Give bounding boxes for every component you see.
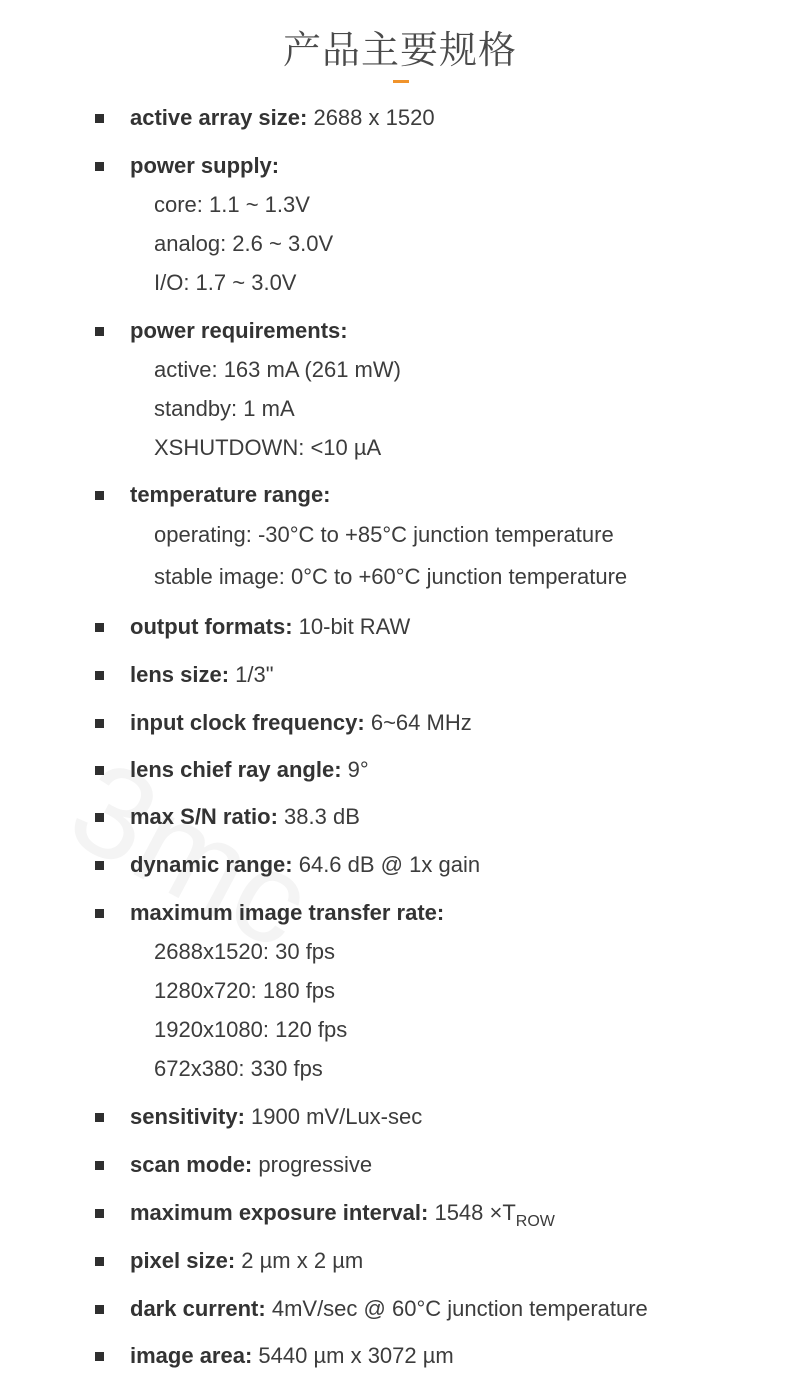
bullet-icon (95, 1209, 104, 1218)
spec-sub-item: 2688x1520: 30 fps (154, 939, 336, 964)
title-underline (393, 80, 409, 83)
spec-value: 1/3" (229, 662, 274, 687)
bullet-icon (95, 1257, 104, 1266)
spec-item (130, 105, 435, 131)
spec-label: input clock frequency: (130, 710, 365, 735)
bullet-icon (95, 1352, 104, 1361)
bullet-icon (95, 162, 104, 171)
spec-sub-item: operating: -30°C to +85°C junction temperature (154, 522, 614, 547)
bullet-icon (95, 1113, 104, 1122)
spec-label: scan mode: (130, 1152, 253, 1177)
spec-label: pixel size: (130, 1248, 236, 1273)
spec-item (130, 614, 410, 640)
spec-value: 2688 x 1520 (307, 105, 435, 130)
spec-item (130, 318, 348, 344)
spec-item (130, 153, 279, 179)
page-title: 产品主要规格 (282, 28, 517, 72)
spec-item (130, 1296, 648, 1322)
spec-value: 10-bit RAW (292, 614, 411, 639)
bullet-icon (95, 861, 104, 870)
bullet-icon (95, 1305, 104, 1314)
spec-value: 1900 mV/Lux-sec (244, 1104, 423, 1129)
spec-item (130, 1200, 555, 1235)
spec-label: sensitivity: (130, 1104, 245, 1129)
spec-label: output formats: (130, 614, 293, 639)
spec-sub-item: 1280x720: 180 fps (154, 978, 336, 1003)
spec-value: 1548 ×T (428, 1200, 516, 1225)
spec-label: temperature range: (130, 482, 331, 507)
spec-label: lens size: (130, 662, 230, 687)
spec-item (130, 662, 274, 688)
spec-sub-item: active: 163 mA (261 mW) (154, 357, 401, 382)
spec-sub-item: I/O: 1.7 ~ 3.0V (154, 270, 297, 295)
spec-sub-item: core: 1.1 ~ 1.3V (154, 192, 310, 217)
bullet-icon (95, 491, 104, 500)
spec-item (130, 900, 444, 926)
bullet-icon (95, 1161, 104, 1170)
spec-sub-item: 672x380: 330 fps (154, 1056, 323, 1081)
spec-item (130, 1248, 363, 1274)
spec-value-subscript: ROW (515, 1213, 555, 1230)
bullet-icon (95, 813, 104, 822)
spec-value: 9° (341, 757, 369, 782)
spec-item (130, 710, 472, 736)
spec-item (130, 852, 480, 878)
spec-item (130, 1343, 454, 1369)
spec-label: maximum image transfer rate: (130, 900, 445, 925)
spec-label: dynamic range: (130, 852, 293, 877)
spec-sub-item: analog: 2.6 ~ 3.0V (154, 231, 334, 256)
spec-item (130, 1104, 422, 1130)
bullet-icon (95, 766, 104, 775)
bullet-icon (95, 623, 104, 632)
spec-label: active array size: (130, 105, 308, 130)
spec-sub-item: 1920x1080: 120 fps (154, 1017, 348, 1042)
spec-value: 6~64 MHz (364, 710, 472, 735)
spec-value: 38.3 dB (277, 804, 360, 829)
spec-label: power supply: (130, 153, 280, 178)
bullet-icon (95, 909, 104, 918)
spec-sub-item: XSHUTDOWN: <10 µA (154, 435, 382, 460)
spec-item (130, 1152, 372, 1178)
spec-sub-item: stable image: 0°C to +60°C junction temperature (154, 564, 628, 589)
bullet-icon (95, 671, 104, 680)
spec-label: lens chief ray angle: (130, 757, 342, 782)
spec-label: max S/N ratio: (130, 804, 278, 829)
spec-label: dark current: (130, 1296, 266, 1321)
spec-value: progressive (252, 1152, 373, 1177)
spec-label: image area: (130, 1343, 253, 1368)
spec-value: 2 µm x 2 µm (235, 1248, 364, 1273)
spec-label: power requirements: (130, 318, 348, 343)
spec-item (130, 804, 360, 830)
spec-label: maximum exposure interval: (130, 1200, 429, 1225)
spec-value: 4mV/sec @ 60°C junction temperature (265, 1296, 648, 1321)
bullet-icon (95, 327, 104, 336)
spec-item (130, 482, 331, 508)
spec-value: 5440 µm x 3072 µm (252, 1343, 454, 1368)
bullet-icon (95, 114, 104, 123)
spec-value: 64.6 dB @ 1x gain (292, 852, 481, 877)
spec-item (130, 757, 369, 783)
bullet-icon (95, 719, 104, 728)
spec-sub-item: standby: 1 mA (154, 396, 295, 421)
